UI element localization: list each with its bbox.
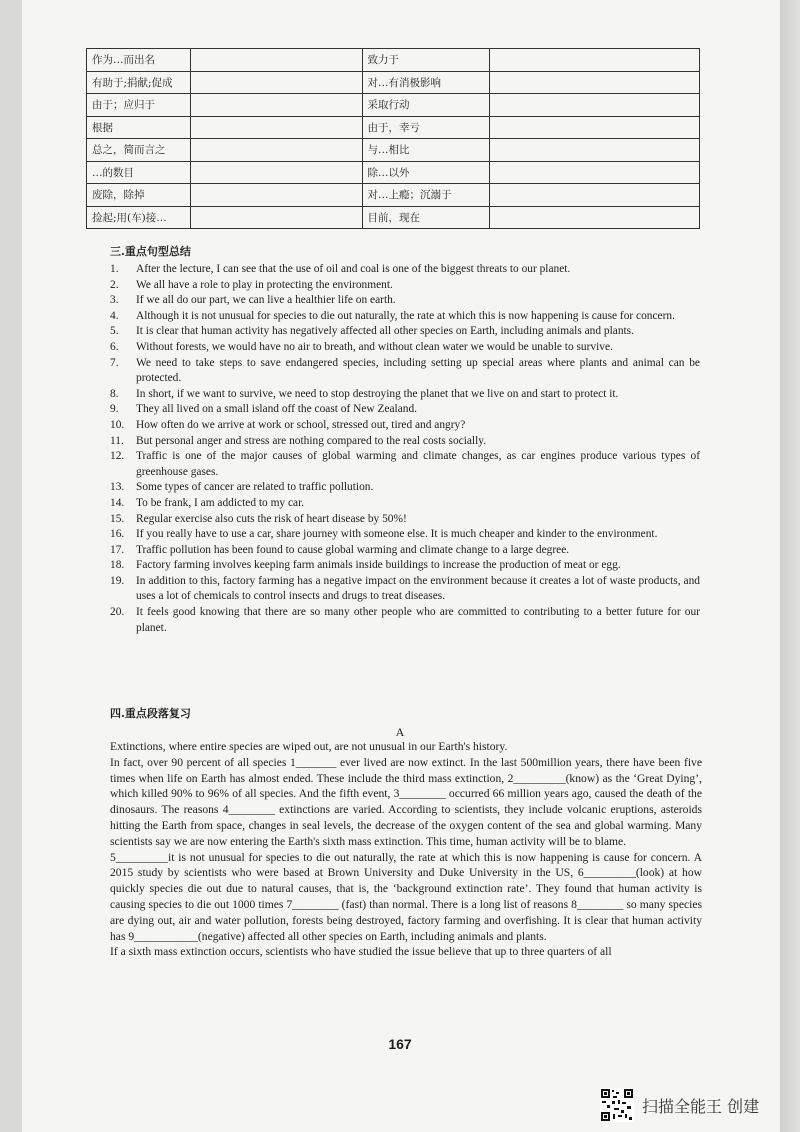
sentence-text: If you really have to use a car, share journey with someone else. It is much cheaper and kinder to the environment. [136, 528, 658, 541]
vocab-answer-cell[interactable] [190, 49, 362, 72]
sentence-item [110, 324, 700, 340]
sentence-item [110, 496, 700, 512]
sentence-item [110, 309, 700, 325]
sentence-text: How often do we arrive at work or school, stressed out, tired and angry? [136, 418, 466, 431]
sentence-item [110, 402, 700, 418]
passage-text [110, 739, 702, 960]
vocab-term-cell: …的数目 [87, 161, 191, 184]
vocab-term-cell: 作为…而出名 [87, 49, 191, 72]
vocab-term-cell: 采取行动 [362, 94, 490, 117]
qr-code-icon [600, 1088, 634, 1122]
sentence-number: 4. [110, 309, 119, 322]
vocab-term-cell: 除…以外 [362, 161, 490, 184]
passage-letter: A [395, 725, 405, 739]
sentence-number: 18. [110, 559, 125, 572]
sentence-number: 8. [110, 387, 119, 400]
sentence-item [110, 262, 700, 278]
sentence-text: Although it is not unusual for species to die out naturally, the rate at which this is now happening is cause for concern. [136, 309, 675, 322]
vocab-term-cell: 致力于 [362, 49, 490, 72]
vocab-answer-cell[interactable] [190, 184, 362, 207]
vocab-row [87, 161, 700, 184]
vocab-answer-cell[interactable] [490, 71, 700, 94]
sentence-number: 2. [110, 278, 119, 291]
sentence-item [110, 605, 700, 636]
sentence-text: It is clear that human activity has negatively affected all other species on Earth, including animals and plants. [136, 325, 634, 338]
sentence-text: Traffic pollution has been found to cause global warming and climate change to a large degree. [136, 543, 570, 556]
scanner-label: 扫描全能王 创建 [642, 1096, 760, 1116]
vocab-row [87, 116, 700, 139]
section-4-title: 四.重点段落复习 [110, 707, 191, 720]
sentence-item [110, 543, 700, 559]
sentence-number: 1. [110, 263, 119, 275]
sentence-number: 16. [110, 528, 125, 541]
vocab-term-cell: 捡起;用(车)接… [87, 206, 191, 229]
sentence-number: 12. [110, 450, 125, 463]
scanner-watermark [600, 1088, 759, 1122]
sentence-number: 17. [110, 543, 125, 556]
sentence-number: 20. [110, 606, 125, 619]
sentence-text: To be frank, I am addicted to my car. [136, 496, 305, 509]
sentence-text: In addition to this, factory farming has a negative impact on the environment because it creates a lot of waste products, and uses a lot of chemicals to control insects and drugs to treat diseases. [136, 574, 700, 603]
vocab-term-cell: 废除，除掉 [87, 184, 191, 207]
vocab-answer-cell[interactable] [190, 206, 362, 229]
vocab-answer-cell[interactable] [490, 139, 700, 162]
sentence-text: Without forests, we would have no air to breath, and without clean water we would be unable to survive. [136, 340, 613, 353]
vocab-row [87, 206, 700, 229]
sentence-text: Traffic is one of the major causes of global warming and climate changes, as car engines produce various types of greenhouse gases. [136, 450, 700, 478]
vocab-term-cell: 目前，现在 [362, 206, 490, 229]
sentence-item [110, 527, 700, 543]
sentence-text: Factory farming involves keeping farm animals inside buildings to increase the production of meat or egg. [136, 559, 621, 572]
vocab-term-cell: 总之，简而言之 [87, 139, 191, 162]
sentence-item [110, 449, 700, 480]
sentence-text: Some types of cancer are related to traffic pollution. [136, 481, 374, 494]
sentence-number: 5. [110, 325, 119, 338]
sentence-number: 6. [110, 340, 119, 353]
sentence-item [110, 340, 700, 356]
sentence-list [110, 262, 700, 636]
passage-paragraph: 5_________it is not unusual for species to die out naturally, the rate at which this is now happening is cause for concern. A 2015 study by scientists who were based at Brown University and Duke University in the US, 6_________(look) at how quickly species die out due to natural causes, that is, the ‘background extinction rate’. They found that human activity is causing species to die out 1000 times 7________ (fast) than normal. There is a long list of reasons 8________ so many species are dying out, air and water pollution, forests being destroyed, factory farming and overfishing. It is clear that human activity has 9___________(negative) affected all other species on Earth, including animals and plants. [110, 850, 702, 943]
sentence-item [110, 387, 700, 403]
sentence-item [110, 574, 700, 605]
sentence-text: If we all do our part, we can live a healthier life on earth. [136, 294, 396, 307]
vocab-answer-cell[interactable] [190, 161, 362, 184]
sentence-item [110, 512, 700, 528]
vocab-row [87, 49, 700, 72]
section-3-title: 三.重点句型总结 [110, 245, 191, 258]
sentence-item [110, 558, 700, 574]
sentence-number: 14. [110, 496, 125, 509]
vocab-term-cell: 由于；应归于 [87, 94, 191, 117]
sentence-text: In short, if we want to survive, we need to stop destroying the planet that we live on and start to protect it. [136, 387, 619, 400]
vocab-answer-cell[interactable] [490, 206, 700, 229]
vocab-table [86, 48, 700, 229]
sentence-item [110, 480, 700, 496]
vocab-term-cell: 与…相比 [362, 139, 490, 162]
page-shadow [780, 0, 800, 1132]
sentence-number: 11. [110, 434, 124, 447]
sentence-text: But personal anger and stress are nothing compared to the real costs socially. [136, 434, 487, 447]
sentence-item [110, 278, 700, 294]
sentence-text: We all have a role to play in protecting the environment. [136, 278, 393, 291]
vocab-term-cell: 根据 [87, 116, 191, 139]
vocab-row [87, 71, 700, 94]
sentence-number: 3. [110, 294, 119, 307]
vocab-answer-cell[interactable] [190, 139, 362, 162]
sentence-text: Regular exercise also cuts the risk of heart disease by 50%! [136, 512, 407, 525]
passage-paragraph: In fact, over 90 percent of all species 1_______ ever lived are now extinct. In the last 500million years, there have been five times when life on Earth has almost ended. These include the third mass extinction, 2_________(know) as the ‘Great Dying’, which killed 90% to 96% of all species. And the fifth event, 3________ occurred 66 million years ago, caused the death of the dinosaurs. The reasons 4________ extinctions are varied. According to scientists, they include volcanic eruptions, asteroids hitting the Earth from space, changes in seal levels, the decrease of the oxygen content of the sea and global warming. Many scientists say we are now entering the Earth's sixth mass extinction. This time, human activity will be to blame. [110, 755, 702, 848]
vocab-row [87, 184, 700, 207]
vocab-answer-cell[interactable] [190, 71, 362, 94]
vocab-term-cell: 对…有消极影响 [362, 71, 490, 94]
vocab-term-cell: 对…上瘾；沉溺于 [362, 184, 490, 207]
sentence-text: They all lived on a small island off the coast of New Zealand. [136, 403, 417, 416]
vocab-row [87, 94, 700, 117]
vocab-term-cell: 有助于;捐献;促成 [87, 71, 191, 94]
sentence-item [110, 356, 700, 387]
sentence-text: We need to take steps to save endangered species, including setting up special areas where plants and animal can be protected. [136, 356, 700, 385]
sentence-number: 15. [110, 512, 125, 525]
vocab-row [87, 139, 700, 162]
vocab-answer-cell[interactable] [190, 94, 362, 117]
sentence-number: 7. [110, 356, 119, 369]
vocab-answer-cell[interactable] [490, 49, 700, 72]
vocab-answer-cell[interactable] [490, 184, 700, 207]
vocab-answer-cell[interactable] [490, 94, 700, 117]
sentence-number: 13. [110, 481, 125, 494]
sentence-item [110, 293, 700, 309]
vocab-answer-cell[interactable] [490, 161, 700, 184]
sentence-text: After the lecture, I can see that the use of oil and coal is one of the biggest threats to our planet. [136, 263, 571, 275]
vocab-answer-cell[interactable] [190, 116, 362, 139]
sentence-item [110, 434, 700, 450]
page-number: 167 [388, 1036, 412, 1052]
vocab-answer-cell[interactable] [490, 116, 700, 139]
sentence-number: 9. [110, 403, 119, 416]
passage-paragraph: Extinctions, where entire species are wiped out, are not unusual in our Earth's history. [110, 740, 508, 753]
sentence-number: 19. [110, 574, 125, 587]
vocab-term-cell: 由于，幸亏 [362, 116, 490, 139]
sentence-item [110, 418, 700, 434]
sentence-text: It feels good knowing that there are so many other people who are committed to contributing to a better future for our planet. [136, 606, 700, 634]
sentence-number: 10. [110, 418, 125, 431]
passage-paragraph: If a sixth mass extinction occurs, scientists who have studied the issue believe that up to three quarters of all [110, 945, 612, 959]
